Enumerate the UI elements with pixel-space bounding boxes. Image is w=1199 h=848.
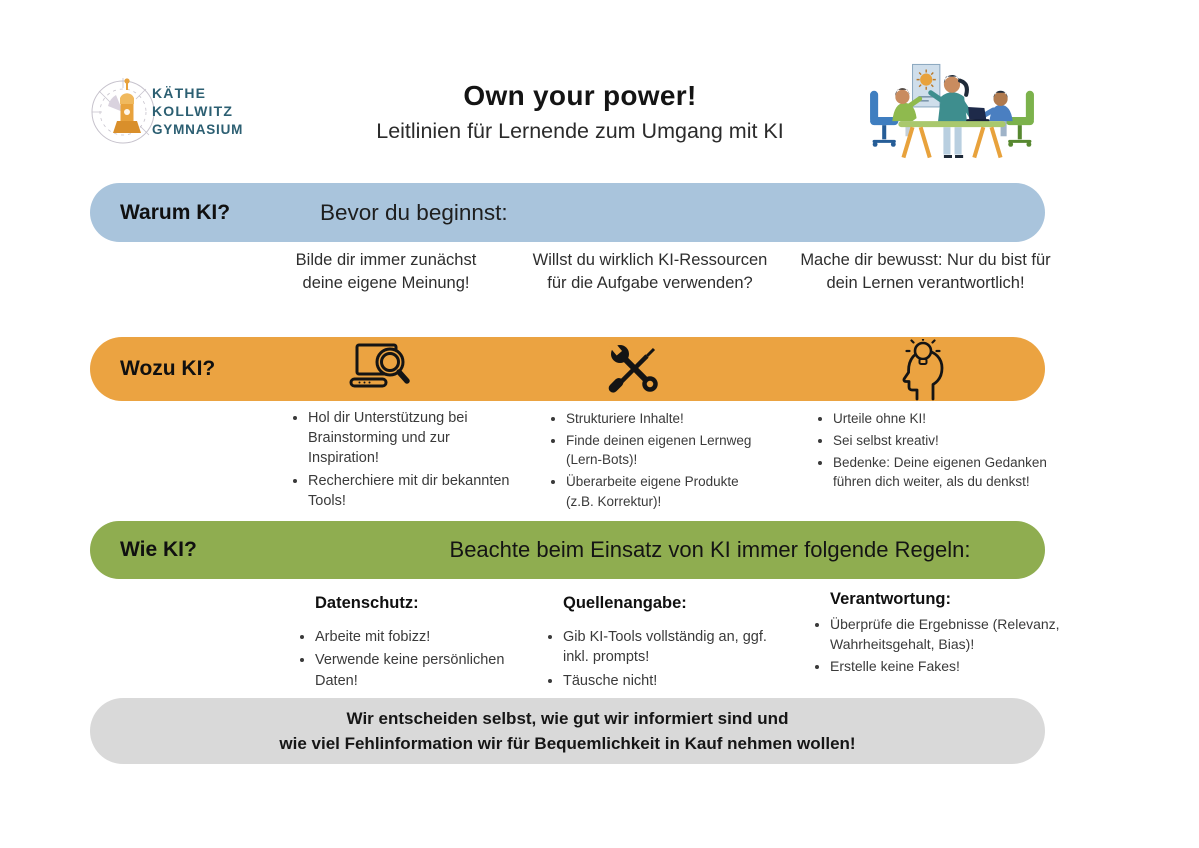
logo-text-line2: KOLLWITZ (152, 103, 234, 119)
list-item: • Arbeite mit fobizz! (315, 627, 517, 647)
rule-header-quellenangabe: Quellenangabe: (563, 594, 687, 612)
school-logo (86, 64, 266, 156)
team-collaboration-illustration (866, 56, 1038, 168)
school-tower-logo-icon (86, 64, 266, 156)
list-item: • Finde deinen eigenen Lernweg (Lern-Bots)! (566, 431, 768, 469)
list-item: • Hol dir Unterstützung bei Brainstorming und zur Inspiration! (308, 408, 515, 468)
warum-column-2: Willst du wirklich KI-Ressourcen für die Aufgabe verwenden? (532, 251, 768, 293)
table (898, 121, 1005, 157)
list-item: • Sei selbst kreativ! (833, 431, 1050, 450)
list-item: • Verwende keine persönlichen Daten! (315, 650, 517, 691)
rule-column-quellenangabe (545, 592, 780, 694)
idea-head-icon (896, 339, 952, 406)
banner-wie-ki (90, 521, 1045, 579)
wozu-ki-label: Wozu KI? (120, 357, 216, 380)
logo-text-line3: GYMNASIUM (152, 122, 244, 137)
list-item: • Bedenke: Deine eigenen Gedanken führen dich weiter, als du denkst! (833, 453, 1050, 491)
list-item: • Urteile ohne KI! (833, 409, 1050, 428)
list-item: • Gib KI-Tools vollständig an, ggf. inkl. prompts! (563, 627, 780, 668)
laptop-search-icon (348, 341, 414, 402)
list-item: • Überarbeite eigene Produkte (z.B. Korrektur)! (566, 472, 768, 510)
tools-icon (606, 341, 662, 402)
footer-line-2: wie viel Fehlinformation wir für Bequemlichkeit in Kauf nehmen wollen! (279, 734, 856, 753)
wozu-column-3 (815, 409, 1050, 495)
rule-header-verantwortung: Verantwortung: (830, 590, 952, 608)
logo-text-line1: KÄTHE (152, 85, 207, 101)
rule-list-3 (812, 615, 1060, 677)
wie-heading: Beachte beim Einsatz von KI immer folgende Regeln: (449, 537, 971, 562)
warum-column-3: Mache dir bewusst: Nur du bist für dein Lernen verantwortlich! (800, 251, 1051, 293)
wozu-list-1 (290, 408, 515, 511)
page-title: Own your power! (463, 80, 697, 111)
wozu-column-2 (548, 409, 768, 514)
rule-list-2 (545, 627, 780, 691)
list-item: • Recherchiere mit dir bekannten Tools! (308, 471, 515, 511)
warum-heading: Bevor du beginnst: (320, 199, 508, 225)
list-item: • Täusche nicht! (563, 671, 780, 691)
wozu-list-3 (815, 409, 1050, 492)
rule-header-datenschutz: Datenschutz: (315, 594, 419, 612)
footer-statement (90, 698, 1045, 764)
footer-line-1: Wir entscheiden selbst, wie gut wir informiert sind und (346, 708, 789, 728)
banner-warum-ki (90, 183, 1045, 242)
banner-wozu-ki (90, 337, 1045, 401)
rule-column-datenschutz (297, 592, 517, 694)
rule-column-verantwortung (812, 588, 1060, 680)
list-item: • Überprüfe die Ergebnisse (Relevanz, Wahrheitsgehalt, Bias)! (830, 615, 1060, 654)
page-subtitle: Leitlinien für Lernende zum Umgang mit KI (376, 119, 784, 143)
title-block (300, 80, 860, 144)
wozu-list-2 (548, 409, 768, 511)
warum-ki-label: Warum KI? (120, 200, 231, 224)
wie-ki-label: Wie KI? (120, 538, 197, 561)
warum-column-1: Bilde dir immer zunächst deine eigene Meinung! (295, 251, 477, 293)
wozu-column-1 (290, 408, 515, 514)
rule-list-1 (297, 627, 517, 691)
list-item: • Erstelle keine Fakes! (830, 657, 1060, 677)
list-item: • Strukturiere Inhalte! (566, 409, 768, 428)
